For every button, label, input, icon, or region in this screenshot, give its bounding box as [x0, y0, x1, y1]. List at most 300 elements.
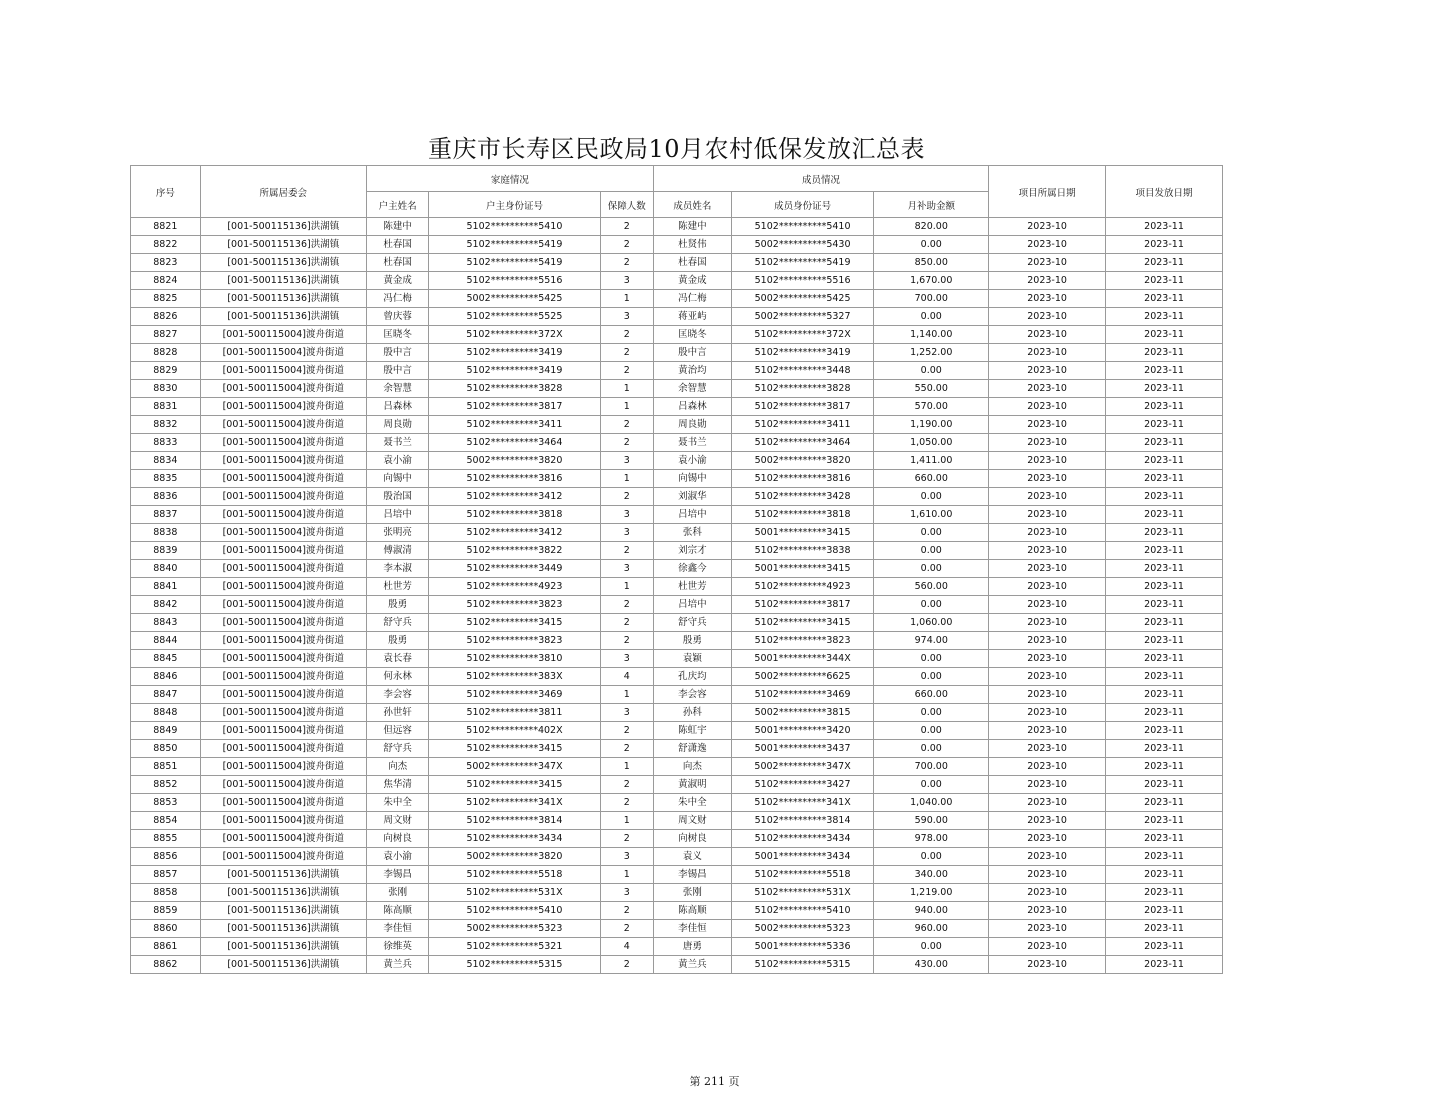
member-name-cell: 向树良 [653, 830, 731, 848]
issue-date-cell: 2023-11 [1106, 470, 1223, 488]
member-name-cell: 舒潇逸 [653, 740, 731, 758]
head-name-cell: 何永林 [366, 668, 429, 686]
project-date-cell: 2023-10 [989, 812, 1106, 830]
seq-cell: 8841 [131, 578, 201, 596]
seq-cell: 8834 [131, 452, 201, 470]
seq-cell: 8840 [131, 560, 201, 578]
issue-date-cell: 2023-11 [1106, 884, 1223, 902]
head-id-cell: 5102**********3828 [429, 380, 600, 398]
table-row [131, 434, 1223, 452]
head-name-cell: 杜世芳 [366, 578, 429, 596]
member-name-cell: 刘淑华 [653, 488, 731, 506]
seq-cell: 8852 [131, 776, 201, 794]
committee-cell: [001-500115004]渡舟街道 [200, 848, 366, 866]
committee-cell: [001-500115004]渡舟街道 [200, 488, 366, 506]
member-id-cell: 5102**********3823 [731, 632, 874, 650]
project-date-cell: 2023-10 [989, 776, 1106, 794]
head-name-cell: 袁小渝 [366, 848, 429, 866]
member-id-cell: 5001**********344X [731, 650, 874, 668]
committee-cell: [001-500115004]渡舟街道 [200, 650, 366, 668]
head-id-cell: 5102**********3434 [429, 830, 600, 848]
seq-cell: 8847 [131, 686, 201, 704]
issue-date-cell: 2023-11 [1106, 722, 1223, 740]
head-name-cell: 李会容 [366, 686, 429, 704]
issue-date-cell: 2023-11 [1106, 812, 1223, 830]
issue-date-cell: 2023-11 [1106, 506, 1223, 524]
amount-cell: 1,140.00 [874, 326, 989, 344]
seq-cell: 8823 [131, 254, 201, 272]
committee-cell: [001-500115004]渡舟街道 [200, 542, 366, 560]
amount-cell: 660.00 [874, 470, 989, 488]
count-cell: 3 [600, 452, 653, 470]
seq-cell: 8855 [131, 830, 201, 848]
count-cell: 1 [600, 470, 653, 488]
member-id-cell: 5001**********3437 [731, 740, 874, 758]
head-id-cell: 5102**********5315 [429, 956, 600, 974]
seq-cell: 8835 [131, 470, 201, 488]
table-row [131, 938, 1223, 956]
member-id-cell: 5001**********5336 [731, 938, 874, 956]
project-date-cell: 2023-10 [989, 416, 1106, 434]
member-id-cell: 5001**********3415 [731, 524, 874, 542]
member-id-cell: 5002**********3820 [731, 452, 874, 470]
table-row [131, 290, 1223, 308]
table-row [131, 326, 1223, 344]
member-id-cell: 5102**********3818 [731, 506, 874, 524]
issue-date-cell: 2023-11 [1106, 542, 1223, 560]
issue-date-cell: 2023-11 [1106, 776, 1223, 794]
count-cell: 2 [600, 326, 653, 344]
head-name-cell: 向锡中 [366, 470, 429, 488]
member-id-cell: 5002**********5327 [731, 308, 874, 326]
page-title: 重庆市长寿区民政局10月农村低保发放汇总表 [427, 135, 926, 163]
amount-cell: 570.00 [874, 398, 989, 416]
amount-cell: 0.00 [874, 740, 989, 758]
table-row [131, 866, 1223, 884]
member-id-cell: 5102**********3817 [731, 398, 874, 416]
head-id-cell: 5002**********3820 [429, 848, 600, 866]
page-number: 第 211 页 [689, 1075, 740, 1088]
seq-cell: 8843 [131, 614, 201, 632]
issue-date-cell: 2023-11 [1106, 218, 1223, 236]
count-cell: 3 [600, 506, 653, 524]
seq-cell: 8857 [131, 866, 201, 884]
head-id-cell: 5102**********4923 [429, 578, 600, 596]
member-name-cell: 余智慧 [653, 380, 731, 398]
amount-cell: 1,040.00 [874, 794, 989, 812]
head-id-cell: 5102**********3817 [429, 398, 600, 416]
committee-cell: [001-500115004]渡舟街道 [200, 398, 366, 416]
committee-cell: [001-500115004]渡舟街道 [200, 668, 366, 686]
header-head-name: 户主姓名 [366, 192, 429, 218]
head-name-cell: 李佳恒 [366, 920, 429, 938]
seq-cell: 8830 [131, 380, 201, 398]
issue-date-cell: 2023-11 [1106, 434, 1223, 452]
seq-cell: 8825 [131, 290, 201, 308]
project-date-cell: 2023-10 [989, 560, 1106, 578]
count-cell: 2 [600, 776, 653, 794]
head-id-cell: 5102**********3411 [429, 416, 600, 434]
project-date-cell: 2023-10 [989, 488, 1106, 506]
count-cell: 1 [600, 686, 653, 704]
member-id-cell: 5102**********3828 [731, 380, 874, 398]
committee-cell: [001-500115004]渡舟街道 [200, 632, 366, 650]
amount-cell: 0.00 [874, 542, 989, 560]
amount-cell: 0.00 [874, 362, 989, 380]
head-id-cell: 5102**********3814 [429, 812, 600, 830]
count-cell: 1 [600, 812, 653, 830]
amount-cell: 430.00 [874, 956, 989, 974]
member-id-cell: 5102**********3427 [731, 776, 874, 794]
head-name-cell: 但远容 [366, 722, 429, 740]
project-date-cell: 2023-10 [989, 218, 1106, 236]
amount-cell: 700.00 [874, 758, 989, 776]
head-name-cell: 殷治国 [366, 488, 429, 506]
amount-cell: 0.00 [874, 236, 989, 254]
amount-cell: 978.00 [874, 830, 989, 848]
member-name-cell: 李锡昌 [653, 866, 731, 884]
member-id-cell: 5102**********5315 [731, 956, 874, 974]
head-name-cell: 黄兰兵 [366, 956, 429, 974]
issue-date-cell: 2023-11 [1106, 452, 1223, 470]
head-id-cell: 5102**********5410 [429, 218, 600, 236]
member-id-cell: 5002**********6625 [731, 668, 874, 686]
member-id-cell: 5001**********3420 [731, 722, 874, 740]
table-row [131, 272, 1223, 290]
issue-date-cell: 2023-11 [1106, 416, 1223, 434]
head-id-cell: 5102**********3419 [429, 344, 600, 362]
amount-cell: 550.00 [874, 380, 989, 398]
head-name-cell: 吕森林 [366, 398, 429, 416]
seq-cell: 8860 [131, 920, 201, 938]
committee-cell: [001-500115004]渡舟街道 [200, 686, 366, 704]
head-id-cell: 5102**********341X [429, 794, 600, 812]
member-name-cell: 孙科 [653, 704, 731, 722]
committee-cell: [001-500115004]渡舟街道 [200, 776, 366, 794]
member-name-cell: 张刚 [653, 884, 731, 902]
table-row [131, 704, 1223, 722]
committee-cell: [001-500115004]渡舟街道 [200, 740, 366, 758]
count-cell: 2 [600, 902, 653, 920]
head-id-cell: 5102**********5410 [429, 902, 600, 920]
count-cell: 2 [600, 830, 653, 848]
count-cell: 3 [600, 524, 653, 542]
seq-cell: 8858 [131, 884, 201, 902]
header-count: 保障人数 [600, 192, 653, 218]
member-id-cell: 5102**********3415 [731, 614, 874, 632]
issue-date-cell: 2023-11 [1106, 686, 1223, 704]
amount-cell: 1,060.00 [874, 614, 989, 632]
header-project-date: 项目所属日期 [989, 166, 1106, 218]
member-id-cell: 5001**********3434 [731, 848, 874, 866]
committee-cell: [001-500115136]洪湖镇 [200, 272, 366, 290]
head-id-cell: 5102**********3464 [429, 434, 600, 452]
member-id-cell: 5102**********3434 [731, 830, 874, 848]
member-id-cell: 5102**********5518 [731, 866, 874, 884]
member-id-cell: 5002**********5430 [731, 236, 874, 254]
seq-cell: 8859 [131, 902, 201, 920]
project-date-cell: 2023-10 [989, 362, 1106, 380]
amount-cell: 820.00 [874, 218, 989, 236]
committee-cell: [001-500115136]洪湖镇 [200, 884, 366, 902]
seq-cell: 8848 [131, 704, 201, 722]
amount-cell: 1,610.00 [874, 506, 989, 524]
committee-cell: [001-500115004]渡舟街道 [200, 362, 366, 380]
project-date-cell: 2023-10 [989, 704, 1106, 722]
committee-cell: [001-500115004]渡舟街道 [200, 614, 366, 632]
member-name-cell: 袁小渝 [653, 452, 731, 470]
issue-date-cell: 2023-11 [1106, 902, 1223, 920]
project-date-cell: 2023-10 [989, 866, 1106, 884]
member-name-cell: 张科 [653, 524, 731, 542]
issue-date-cell: 2023-11 [1106, 668, 1223, 686]
project-date-cell: 2023-10 [989, 902, 1106, 920]
count-cell: 1 [600, 578, 653, 596]
seq-cell: 8821 [131, 218, 201, 236]
member-id-cell: 5102**********3448 [731, 362, 874, 380]
issue-date-cell: 2023-11 [1106, 254, 1223, 272]
member-id-cell: 5102**********5419 [731, 254, 874, 272]
member-id-cell: 5102**********3817 [731, 596, 874, 614]
amount-cell: 850.00 [874, 254, 989, 272]
head-id-cell: 5102**********531X [429, 884, 600, 902]
head-name-cell: 殷中言 [366, 362, 429, 380]
committee-cell: [001-500115004]渡舟街道 [200, 524, 366, 542]
table-row [131, 308, 1223, 326]
project-date-cell: 2023-10 [989, 596, 1106, 614]
amount-cell: 1,411.00 [874, 452, 989, 470]
project-date-cell: 2023-10 [989, 290, 1106, 308]
member-name-cell: 黄治均 [653, 362, 731, 380]
member-name-cell: 向杰 [653, 758, 731, 776]
committee-cell: [001-500115004]渡舟街道 [200, 578, 366, 596]
seq-cell: 8853 [131, 794, 201, 812]
issue-date-cell: 2023-11 [1106, 290, 1223, 308]
member-name-cell: 袁颖 [653, 650, 731, 668]
head-name-cell: 冯仁梅 [366, 290, 429, 308]
issue-date-cell: 2023-11 [1106, 920, 1223, 938]
head-id-cell: 5102**********5518 [429, 866, 600, 884]
head-name-cell: 徐维英 [366, 938, 429, 956]
head-name-cell: 周文财 [366, 812, 429, 830]
count-cell: 4 [600, 668, 653, 686]
project-date-cell: 2023-10 [989, 236, 1106, 254]
seq-cell: 8822 [131, 236, 201, 254]
table-row [131, 794, 1223, 812]
table-row [131, 920, 1223, 938]
amount-cell: 940.00 [874, 902, 989, 920]
head-name-cell: 向树良 [366, 830, 429, 848]
issue-date-cell: 2023-11 [1106, 326, 1223, 344]
issue-date-cell: 2023-11 [1106, 632, 1223, 650]
relief-summary-table [130, 165, 1223, 974]
project-date-cell: 2023-10 [989, 272, 1106, 290]
project-date-cell: 2023-10 [989, 506, 1106, 524]
member-name-cell: 袁义 [653, 848, 731, 866]
seq-cell: 8862 [131, 956, 201, 974]
head-name-cell: 杜春国 [366, 254, 429, 272]
project-date-cell: 2023-10 [989, 848, 1106, 866]
member-id-cell: 5102**********531X [731, 884, 874, 902]
project-date-cell: 2023-10 [989, 542, 1106, 560]
member-id-cell: 5102**********3816 [731, 470, 874, 488]
head-name-cell: 余智慧 [366, 380, 429, 398]
header-head-id: 户主身份证号 [429, 192, 600, 218]
table-row [131, 560, 1223, 578]
member-id-cell: 5102**********5410 [731, 218, 874, 236]
table-row [131, 902, 1223, 920]
table-row [131, 380, 1223, 398]
head-id-cell: 5102**********5419 [429, 236, 600, 254]
seq-cell: 8861 [131, 938, 201, 956]
count-cell: 2 [600, 614, 653, 632]
amount-cell: 560.00 [874, 578, 989, 596]
committee-cell: [001-500115136]洪湖镇 [200, 902, 366, 920]
committee-cell: [001-500115004]渡舟街道 [200, 812, 366, 830]
issue-date-cell: 2023-11 [1106, 524, 1223, 542]
member-id-cell: 5102**********5410 [731, 902, 874, 920]
amount-cell: 1,219.00 [874, 884, 989, 902]
issue-date-cell: 2023-11 [1106, 578, 1223, 596]
table-row [131, 632, 1223, 650]
issue-date-cell: 2023-11 [1106, 308, 1223, 326]
head-name-cell: 焦华清 [366, 776, 429, 794]
head-id-cell: 5002**********5425 [429, 290, 600, 308]
issue-date-cell: 2023-11 [1106, 362, 1223, 380]
head-name-cell: 黄金成 [366, 272, 429, 290]
table-row [131, 344, 1223, 362]
amount-cell: 0.00 [874, 722, 989, 740]
head-name-cell: 周良勋 [366, 416, 429, 434]
head-id-cell: 5102**********5516 [429, 272, 600, 290]
member-id-cell: 5102**********3464 [731, 434, 874, 452]
member-name-cell: 吕培中 [653, 506, 731, 524]
member-name-cell: 李会容 [653, 686, 731, 704]
member-name-cell: 吕森林 [653, 398, 731, 416]
project-date-cell: 2023-10 [989, 254, 1106, 272]
project-date-cell: 2023-10 [989, 956, 1106, 974]
member-name-cell: 杜世芳 [653, 578, 731, 596]
header-family-group: 家庭情况 [366, 166, 653, 192]
project-date-cell: 2023-10 [989, 470, 1106, 488]
table-row [131, 362, 1223, 380]
member-name-cell: 刘宗才 [653, 542, 731, 560]
seq-cell: 8854 [131, 812, 201, 830]
member-name-cell: 杜春国 [653, 254, 731, 272]
committee-cell: [001-500115004]渡舟街道 [200, 506, 366, 524]
amount-cell: 0.00 [874, 488, 989, 506]
member-name-cell: 黄金成 [653, 272, 731, 290]
member-id-cell: 5102**********3814 [731, 812, 874, 830]
head-name-cell: 张明亮 [366, 524, 429, 542]
member-name-cell: 吕培中 [653, 596, 731, 614]
committee-cell: [001-500115004]渡舟街道 [200, 452, 366, 470]
member-id-cell: 5002**********3815 [731, 704, 874, 722]
member-id-cell: 5102**********4923 [731, 578, 874, 596]
table-row [131, 524, 1223, 542]
amount-cell: 0.00 [874, 848, 989, 866]
member-name-cell: 舒守兵 [653, 614, 731, 632]
member-id-cell: 5102**********3428 [731, 488, 874, 506]
seq-cell: 8845 [131, 650, 201, 668]
head-name-cell: 向杰 [366, 758, 429, 776]
issue-date-cell: 2023-11 [1106, 866, 1223, 884]
committee-cell: [001-500115004]渡舟街道 [200, 794, 366, 812]
amount-cell: 0.00 [874, 308, 989, 326]
seq-cell: 8832 [131, 416, 201, 434]
head-name-cell: 杜春国 [366, 236, 429, 254]
project-date-cell: 2023-10 [989, 344, 1106, 362]
head-id-cell: 5102**********3415 [429, 740, 600, 758]
count-cell: 2 [600, 254, 653, 272]
count-cell: 3 [600, 650, 653, 668]
table-row [131, 848, 1223, 866]
count-cell: 4 [600, 938, 653, 956]
amount-cell: 0.00 [874, 650, 989, 668]
table-row [131, 830, 1223, 848]
head-name-cell: 舒守兵 [366, 740, 429, 758]
head-id-cell: 5102**********3415 [429, 614, 600, 632]
seq-cell: 8828 [131, 344, 201, 362]
issue-date-cell: 2023-11 [1106, 614, 1223, 632]
issue-date-cell: 2023-11 [1106, 956, 1223, 974]
head-id-cell: 5102**********5321 [429, 938, 600, 956]
count-cell: 3 [600, 560, 653, 578]
amount-cell: 0.00 [874, 938, 989, 956]
count-cell: 1 [600, 290, 653, 308]
project-date-cell: 2023-10 [989, 380, 1106, 398]
head-name-cell: 匡晓冬 [366, 326, 429, 344]
head-id-cell: 5102**********3823 [429, 632, 600, 650]
header-seq: 序号 [131, 166, 201, 218]
table-row [131, 740, 1223, 758]
project-date-cell: 2023-10 [989, 740, 1106, 758]
head-name-cell: 傅淑清 [366, 542, 429, 560]
header-member-id: 成员身份证号 [731, 192, 874, 218]
member-name-cell: 徐鑫今 [653, 560, 731, 578]
head-name-cell: 舒守兵 [366, 614, 429, 632]
issue-date-cell: 2023-11 [1106, 830, 1223, 848]
head-id-cell: 5102**********5525 [429, 308, 600, 326]
count-cell: 2 [600, 236, 653, 254]
table-row [131, 452, 1223, 470]
head-name-cell: 袁小渝 [366, 452, 429, 470]
amount-cell: 1,190.00 [874, 416, 989, 434]
seq-cell: 8846 [131, 668, 201, 686]
table-row [131, 470, 1223, 488]
committee-cell: [001-500115136]洪湖镇 [200, 218, 366, 236]
amount-cell: 0.00 [874, 704, 989, 722]
amount-cell: 0.00 [874, 524, 989, 542]
head-id-cell: 5102**********3823 [429, 596, 600, 614]
amount-cell: 974.00 [874, 632, 989, 650]
seq-cell: 8838 [131, 524, 201, 542]
count-cell: 2 [600, 956, 653, 974]
seq-cell: 8856 [131, 848, 201, 866]
member-id-cell: 5102**********5516 [731, 272, 874, 290]
project-date-cell: 2023-10 [989, 722, 1106, 740]
amount-cell: 0.00 [874, 596, 989, 614]
head-id-cell: 5102**********3419 [429, 362, 600, 380]
table-row [131, 722, 1223, 740]
table-row [131, 812, 1223, 830]
committee-cell: [001-500115004]渡舟街道 [200, 758, 366, 776]
table-row [131, 488, 1223, 506]
project-date-cell: 2023-10 [989, 938, 1106, 956]
head-id-cell: 5102**********372X [429, 326, 600, 344]
committee-cell: [001-500115004]渡舟街道 [200, 416, 366, 434]
issue-date-cell: 2023-11 [1106, 344, 1223, 362]
